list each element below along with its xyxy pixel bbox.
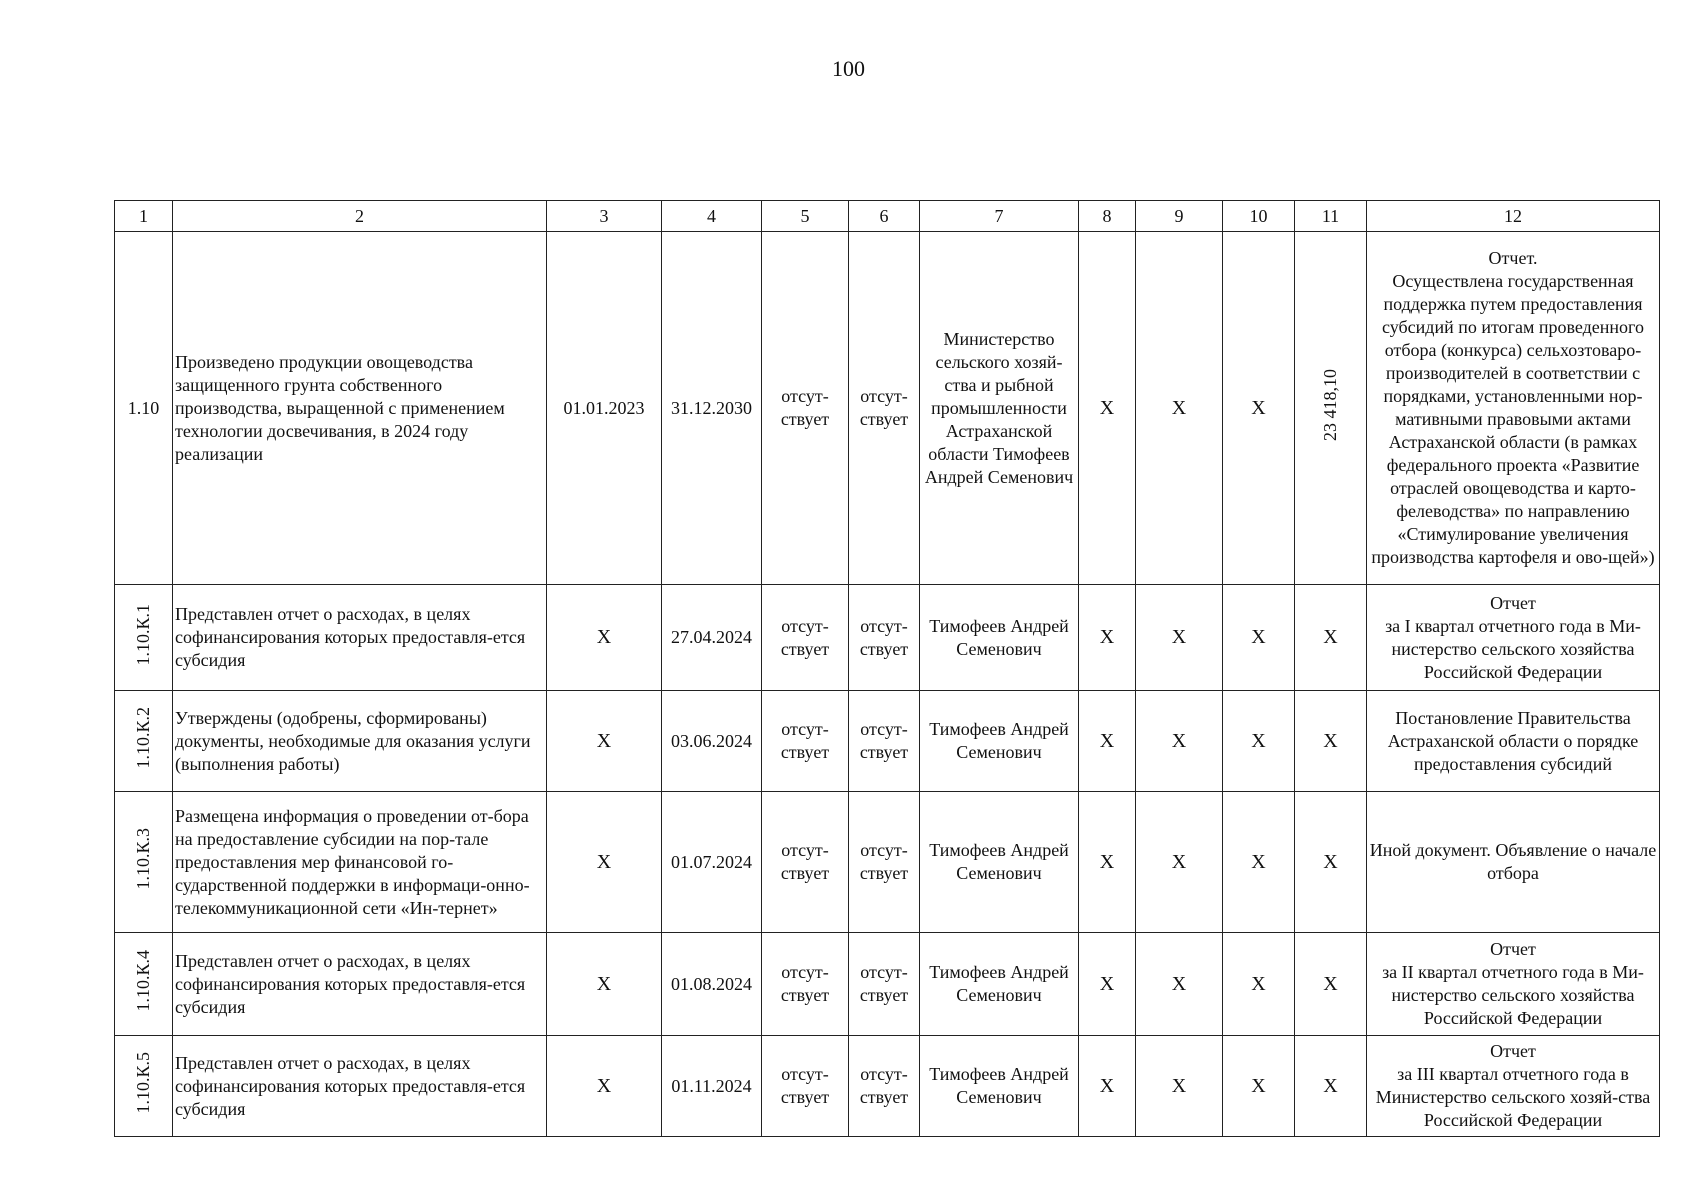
end-date: 31.12.2030 — [662, 232, 762, 585]
responsible: Министерство сельского хозяй- ства и рыбной промышленности Астраханской области Тимофеев Андрей Семенович — [920, 232, 1079, 585]
cell-col10: X — [1223, 933, 1295, 1036]
responsible: Тимофеев Андрей Семенович — [920, 792, 1079, 933]
cell-col10: X — [1223, 792, 1295, 933]
cell-col8: X — [1079, 691, 1136, 792]
end-date: 01.07.2024 — [662, 792, 762, 933]
responsible: Тимофеев Андрей Семенович — [920, 933, 1079, 1036]
page-number: 100 — [832, 56, 865, 81]
cell-col5: отсут- ствует — [762, 232, 849, 585]
table-row — [115, 1036, 1660, 1137]
column-header: 9 — [1136, 201, 1223, 232]
responsible: Тимофеев Андрей Семенович — [920, 1036, 1079, 1137]
row-number: 1.10.К.2 — [133, 707, 153, 769]
cell-col10: X — [1223, 232, 1295, 585]
cell-col6: отсут- ствует — [849, 691, 920, 792]
result-document: Отчет за II квартал отчетного года в Ми-нистерство сельского хозяйства Российской Федерации — [1367, 933, 1660, 1036]
cell-col5: отсут- ствует — [762, 585, 849, 691]
end-date: 27.04.2024 — [662, 585, 762, 691]
row-number-cell — [115, 933, 173, 1036]
start-date: 01.01.2023 — [547, 232, 662, 585]
column-header: 12 — [1367, 201, 1660, 232]
end-date: 03.06.2024 — [662, 691, 762, 792]
row-number-cell — [115, 792, 173, 933]
cell-col11: X — [1295, 691, 1367, 792]
cell-col5: отсут- ствует — [762, 933, 849, 1036]
row-title: Утверждены (одобрены, сформированы) документы, необходимые для оказания услуги (выполнения работы) — [173, 691, 547, 792]
row-title: Произведено продукции овощеводства защищенного грунта собственного производства, выращенной с применением технологии досвечивания, в 2024 году реализации — [173, 232, 547, 585]
cell-col8: X — [1079, 792, 1136, 933]
cell-col9: X — [1136, 1036, 1223, 1137]
cell-col6: отсут- ствует — [849, 792, 920, 933]
row-title: Представлен отчет о расходах, в целях софинансирования которых предоставля-ется субсидия — [173, 933, 547, 1036]
result-document: Иной документ. Объявление о начале отбора — [1367, 792, 1660, 933]
column-header: 3 — [547, 201, 662, 232]
cell-col10: X — [1223, 585, 1295, 691]
cell-col6: отсут- ствует — [849, 585, 920, 691]
row-number: 1.10.К.5 — [133, 1052, 153, 1114]
result-document: Отчет за III квартал отчетного года в Министерство сельского хозяй-ства Российской Федерации — [1367, 1036, 1660, 1137]
cell-col9: X — [1136, 585, 1223, 691]
row-title: Представлен отчет о расходах, в целях софинансирования которых предоставля-ется субсидия — [173, 1036, 547, 1137]
column-header: 6 — [849, 201, 920, 232]
row-number: 1.10 — [115, 232, 173, 585]
result-document: Отчет за I квартал отчетного года в Ми-нистерство сельского хозяйства Российской Федерации — [1367, 585, 1660, 691]
start-date: X — [547, 585, 662, 691]
cell-col10: X — [1223, 1036, 1295, 1137]
table-row — [115, 585, 1660, 691]
table-row — [115, 691, 1660, 792]
row-number: 1.10.К.1 — [133, 603, 153, 666]
responsible: Тимофеев Андрей Семенович — [920, 691, 1079, 792]
start-date: X — [547, 691, 662, 792]
cell-col8: X — [1079, 232, 1136, 585]
cell-col11: X — [1295, 1036, 1367, 1137]
table-row — [115, 792, 1660, 933]
column-header: 11 — [1295, 201, 1367, 232]
cell-col9: X — [1136, 232, 1223, 585]
result-document: Постановление Правительства Астраханской области о порядке предоставления субсидий — [1367, 691, 1660, 792]
start-date: X — [547, 792, 662, 933]
row-number: 1.10.К.3 — [133, 828, 153, 890]
result-document: Отчет. Осуществлена государственная поддержка путем предоставления субсидий по итогам проведенного отбора (конкурса) сельхозтоваро-производителей в соответствии с порядками, установленными нор-мативными правовыми актами Астраханской области (в рамках федерального проекта «Развитие отраслей овощеводства и карто-фелеводства» по направлению «Стимулирование увеличения производства картофеля и ово-щей») — [1367, 232, 1660, 585]
cell-col5: отсут- ствует — [762, 1036, 849, 1137]
start-date: X — [547, 1036, 662, 1137]
cell-col9: X — [1136, 691, 1223, 792]
start-date: X — [547, 933, 662, 1036]
row-number-cell — [115, 1036, 173, 1137]
funding-amount: 23 418,10 — [1320, 369, 1340, 441]
cell-col6: отсут- ствует — [849, 933, 920, 1036]
cell-col10: X — [1223, 691, 1295, 792]
implementation-plan-table — [114, 200, 1660, 1137]
cell-col8: X — [1079, 1036, 1136, 1137]
column-header: 10 — [1223, 201, 1295, 232]
column-header: 8 — [1079, 201, 1136, 232]
table-row — [115, 232, 1660, 585]
column-header: 7 — [920, 201, 1079, 232]
row-number-cell — [115, 691, 173, 792]
cell-col9: X — [1136, 792, 1223, 933]
cell-col6: отсут- ствует — [849, 1036, 920, 1137]
row-title: Размещена информация о проведении от-бора на предоставление субсидии на пор-тале предоставления мер финансовой го-сударственной поддержки в информаци-онно-телекоммуникационной сети «Ин-тернет» — [173, 792, 547, 933]
column-header: 2 — [173, 201, 547, 232]
end-date: 01.08.2024 — [662, 933, 762, 1036]
table-row — [115, 933, 1660, 1036]
column-header: 1 — [115, 201, 173, 232]
column-header: 4 — [662, 201, 762, 232]
cell-col8: X — [1079, 933, 1136, 1036]
cell-col11: X — [1295, 933, 1367, 1036]
table-header-row — [115, 201, 1660, 232]
cell-col5: отсут- ствует — [762, 792, 849, 933]
cell-col11 — [1295, 232, 1367, 585]
cell-col11: X — [1295, 792, 1367, 933]
row-title: Представлен отчет о расходах, в целях софинансирования которых предоставля-ется субсидия — [173, 585, 547, 691]
cell-col8: X — [1079, 585, 1136, 691]
cell-col6: отсут- ствует — [849, 232, 920, 585]
cell-col11: X — [1295, 585, 1367, 691]
responsible: Тимофеев Андрей Семенович — [920, 585, 1079, 691]
row-number-cell — [115, 585, 173, 691]
column-header: 5 — [762, 201, 849, 232]
end-date: 01.11.2024 — [662, 1036, 762, 1137]
cell-col5: отсут- ствует — [762, 691, 849, 792]
row-number: 1.10.К.4 — [133, 950, 153, 1012]
cell-col9: X — [1136, 933, 1223, 1036]
